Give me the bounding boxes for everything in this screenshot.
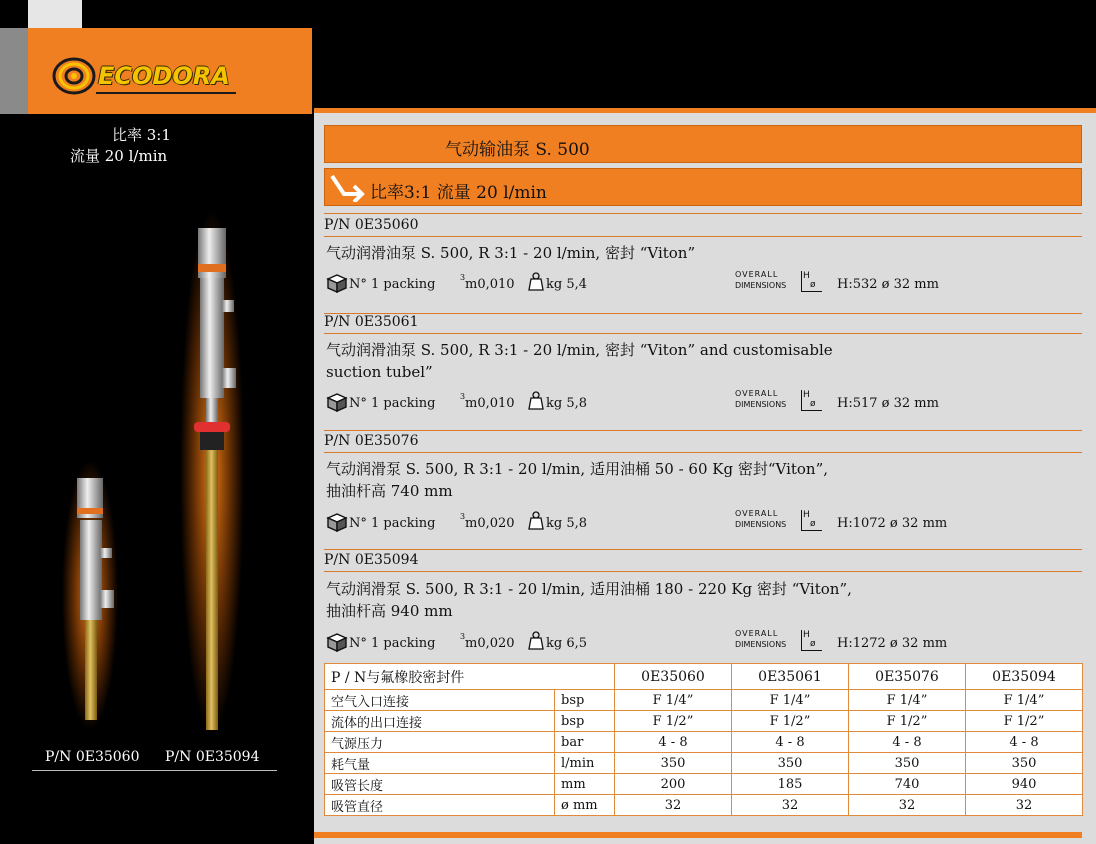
logo-underline bbox=[96, 92, 236, 94]
box-icon bbox=[326, 512, 348, 532]
volume-label: m0,010 bbox=[465, 277, 515, 292]
overall-label: OVERALL bbox=[735, 270, 779, 279]
pump-image-tall bbox=[162, 200, 262, 740]
cube-superscript: 3 bbox=[460, 632, 466, 641]
divider bbox=[324, 236, 1082, 237]
weight-icon bbox=[528, 391, 544, 411]
left-caption-underline bbox=[32, 770, 277, 771]
dimension-tick bbox=[819, 410, 822, 411]
dimension-icon-d: ø bbox=[810, 519, 816, 529]
divider bbox=[324, 313, 1082, 314]
row-unit: bsp bbox=[555, 690, 615, 711]
table-row bbox=[325, 732, 1083, 753]
overall-label: OVERALL bbox=[735, 509, 779, 518]
dimension-icon bbox=[801, 390, 820, 411]
dimension-tick bbox=[819, 291, 822, 292]
dimensions-label: DIMENSIONS bbox=[735, 640, 787, 649]
weight-label: kg 5,8 bbox=[546, 396, 588, 411]
logo-text: ECODORA bbox=[98, 62, 230, 90]
dimensions-label: DIMENSIONS bbox=[735, 400, 787, 409]
row-unit: l/min bbox=[555, 753, 615, 774]
divider bbox=[324, 549, 1082, 550]
product-desc-line2: 抽油杆高 940 mm bbox=[326, 602, 453, 620]
row-name: 气源压力 bbox=[325, 732, 555, 753]
overall-label: OVERALL bbox=[735, 629, 779, 638]
divider bbox=[324, 333, 1082, 334]
dimension-tick bbox=[819, 650, 822, 651]
row-value: F 1/4” bbox=[732, 690, 849, 711]
overall-label: OVERALL bbox=[735, 389, 779, 398]
dimension-icon-h: H bbox=[803, 390, 810, 400]
dimension-tick bbox=[819, 530, 822, 531]
product-desc: 气动润滑泵 S. 500, R 3:1 - 20 l/min, 适用油桶 180 - 220 Kg 密封 “Viton”, bbox=[326, 580, 852, 598]
table-row bbox=[325, 753, 1083, 774]
weight-icon bbox=[528, 272, 544, 292]
ecodora-logo-icon bbox=[52, 56, 98, 98]
weight-label: kg 5,4 bbox=[546, 277, 588, 292]
packing-label: N° 1 packing bbox=[349, 277, 436, 292]
row-value: 350 bbox=[615, 753, 732, 774]
packing-label: N° 1 packing bbox=[349, 516, 436, 531]
product-pn: P/N 0E35094 bbox=[324, 552, 419, 568]
row-unit: mm bbox=[555, 774, 615, 795]
table-header-row bbox=[325, 664, 1083, 690]
row-value: 32 bbox=[615, 795, 732, 816]
row-value: F 1/2” bbox=[732, 711, 849, 732]
dimensions-label: DIMENSIONS bbox=[735, 281, 787, 290]
dimension-icon-d: ø bbox=[810, 639, 816, 649]
cube-superscript: 3 bbox=[460, 273, 466, 282]
dimensions-value: H:517 ø 32 mm bbox=[837, 396, 939, 411]
left-flow-label: 流量 20 l/min bbox=[70, 147, 168, 165]
row-value: F 1/2” bbox=[849, 711, 966, 732]
row-value: 32 bbox=[732, 795, 849, 816]
dimensions-value: H:532 ø 32 mm bbox=[837, 277, 939, 292]
weight-label: kg 6,5 bbox=[546, 636, 588, 651]
row-name: 空气入口连接 bbox=[325, 690, 555, 711]
box-icon bbox=[326, 632, 348, 652]
dimension-icon-h: H bbox=[803, 630, 810, 640]
weight-icon bbox=[528, 631, 544, 651]
row-value: 350 bbox=[732, 753, 849, 774]
dimension-icon-d: ø bbox=[810, 399, 816, 409]
product-desc: 气动润滑油泵 S. 500, R 3:1 - 20 l/min, 密封 “Viton” bbox=[326, 244, 696, 262]
row-value: 350 bbox=[966, 753, 1083, 774]
row-value: F 1/4” bbox=[966, 690, 1083, 711]
table-header-cell: 0E35060 bbox=[615, 664, 732, 690]
left-ratio-label: 比率 3:1 bbox=[112, 126, 171, 144]
row-value: 32 bbox=[966, 795, 1083, 816]
product-desc-line2: suction tubel” bbox=[326, 363, 433, 381]
row-unit: bar bbox=[555, 732, 615, 753]
table-header-cell: P / N与氟橡胶密封件 bbox=[325, 664, 615, 690]
arrow-icon bbox=[328, 172, 366, 202]
dimensions-value: H:1272 ø 32 mm bbox=[837, 636, 948, 651]
left-caption-0: P/N 0E35060 bbox=[45, 749, 140, 765]
row-value: F 1/4” bbox=[849, 690, 966, 711]
dimensions-value: H:1072 ø 32 mm bbox=[837, 516, 948, 531]
row-value: 740 bbox=[849, 774, 966, 795]
row-name: 流体的出口连接 bbox=[325, 711, 555, 732]
packing-label: N° 1 packing bbox=[349, 636, 436, 651]
product-desc-line2: 抽油杆高 740 mm bbox=[326, 482, 453, 500]
row-name: 耗气量 bbox=[325, 753, 555, 774]
left-grey-bar bbox=[0, 28, 28, 114]
row-value: 940 bbox=[966, 774, 1083, 795]
pump-image-small bbox=[40, 440, 140, 740]
row-value: 4 - 8 bbox=[615, 732, 732, 753]
volume-label: m0,010 bbox=[465, 396, 515, 411]
dimension-icon bbox=[801, 630, 820, 651]
page-title: 气动输油泵 S. 500 bbox=[445, 140, 590, 160]
product-desc: 气动润滑油泵 S. 500, R 3:1 - 20 l/min, 密封 “Viton” and customisable bbox=[326, 341, 833, 359]
divider bbox=[324, 430, 1082, 431]
table-header-cell: 0E35076 bbox=[849, 664, 966, 690]
row-value: 200 bbox=[615, 774, 732, 795]
dimensions-label: DIMENSIONS bbox=[735, 520, 787, 529]
box-icon bbox=[326, 392, 348, 412]
dimension-icon-h: H bbox=[803, 271, 810, 281]
row-value: F 1/2” bbox=[966, 711, 1083, 732]
row-value: 350 bbox=[849, 753, 966, 774]
row-name: 吸管直径 bbox=[325, 795, 555, 816]
left-caption-1: P/N 0E35094 bbox=[165, 749, 260, 765]
table-row bbox=[325, 711, 1083, 732]
product-pn: P/N 0E35061 bbox=[324, 314, 419, 330]
title-band bbox=[324, 125, 1082, 163]
table-row bbox=[325, 774, 1083, 795]
footer-orange-line bbox=[314, 832, 1082, 838]
table-header-cell: 0E35061 bbox=[732, 664, 849, 690]
row-unit: bsp bbox=[555, 711, 615, 732]
divider bbox=[324, 571, 1082, 572]
dimension-icon-h: H bbox=[803, 510, 810, 520]
table-header-cell: 0E35094 bbox=[966, 664, 1083, 690]
dimension-icon bbox=[801, 510, 820, 531]
divider bbox=[324, 213, 1082, 214]
weight-label: kg 5,8 bbox=[546, 516, 588, 531]
weight-icon bbox=[528, 511, 544, 531]
dimension-icon-d: ø bbox=[810, 280, 816, 290]
row-value: 185 bbox=[732, 774, 849, 795]
product-pn: P/N 0E35076 bbox=[324, 433, 419, 449]
product-pn: P/N 0E35060 bbox=[324, 217, 419, 233]
divider bbox=[324, 452, 1082, 453]
cube-superscript: 3 bbox=[460, 392, 466, 401]
row-value: 32 bbox=[849, 795, 966, 816]
dimension-icon bbox=[801, 271, 820, 292]
row-value: F 1/2” bbox=[615, 711, 732, 732]
table-row bbox=[325, 795, 1083, 816]
row-name: 吸管长度 bbox=[325, 774, 555, 795]
box-icon bbox=[326, 273, 348, 293]
table-row bbox=[325, 690, 1083, 711]
product-desc: 气动润滑泵 S. 500, R 3:1 - 20 l/min, 适用油桶 50 - 60 Kg 密封“Viton”, bbox=[326, 460, 829, 478]
volume-label: m0,020 bbox=[465, 636, 515, 651]
cube-superscript: 3 bbox=[460, 512, 466, 521]
spec-table bbox=[324, 663, 1083, 816]
top-grey-tab bbox=[28, 0, 82, 28]
volume-label: m0,020 bbox=[465, 516, 515, 531]
packing-label: N° 1 packing bbox=[349, 396, 436, 411]
row-unit: ø mm bbox=[555, 795, 615, 816]
row-value: 4 - 8 bbox=[732, 732, 849, 753]
row-value: 4 - 8 bbox=[966, 732, 1083, 753]
row-value: F 1/4” bbox=[615, 690, 732, 711]
row-value: 4 - 8 bbox=[849, 732, 966, 753]
page-subtitle: 比率3:1 流量 20 l/min bbox=[370, 183, 547, 203]
